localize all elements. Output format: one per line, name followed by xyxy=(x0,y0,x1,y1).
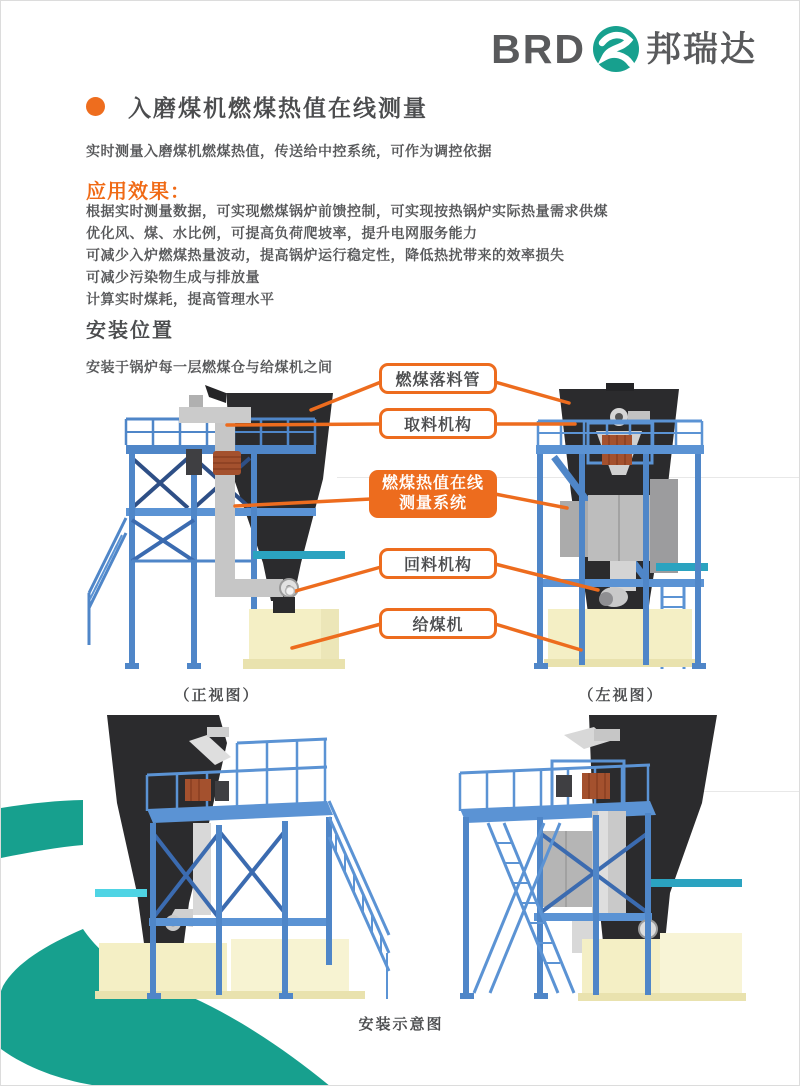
callout-label: 取料机构 xyxy=(403,417,472,434)
intro-text: 实时测量入磨煤机燃煤热值，传送给中控系统，可作为调控依据 xyxy=(86,143,492,159)
callout-drop-pipe xyxy=(379,363,497,394)
callout-label: 燃煤热值在线 xyxy=(381,475,484,492)
effects-heading: 应用效果： xyxy=(86,181,191,203)
bottom-left-illustration xyxy=(89,713,393,1003)
effects-line: 优化风、煤、水比例，可提高负荷爬坡率，提升电网服务能力 xyxy=(86,225,478,241)
logo-swoosh-icon xyxy=(592,25,640,73)
brand-logo xyxy=(491,25,757,73)
callout-label: 测量系统 xyxy=(398,495,467,512)
caption-front-view: （正视图） xyxy=(174,687,260,704)
caption-left-view: （左视图） xyxy=(578,687,664,704)
logo-brd-text: BRD xyxy=(491,25,586,72)
effects-list xyxy=(86,204,726,314)
install-note: 安装于锅炉每一层燃煤仓与给煤机之间 xyxy=(86,359,333,375)
callout-label: 回料机构 xyxy=(403,557,472,574)
callout-coal-feeder xyxy=(379,608,497,639)
figure-caption: 安装示意图 xyxy=(358,1016,444,1033)
install-heading: 安装位置 xyxy=(86,320,174,342)
effects-line: 可减少污染物生成与排放量 xyxy=(86,269,260,285)
callout-label: 燃煤落料管 xyxy=(395,372,481,389)
logo-cn-text: 邦瑞达 xyxy=(645,29,757,69)
callout-sampling-mechanism xyxy=(379,408,497,439)
effects-line: 可减少入炉燃煤热量波动，提高锅炉运行稳定性，降低热扰带来的效率损失 xyxy=(86,247,565,263)
callout-measuring-system xyxy=(369,470,497,518)
front-view-illustration xyxy=(87,383,347,673)
callout-label: 给煤机 xyxy=(412,617,464,634)
left-view-illustration xyxy=(526,383,716,673)
bottom-right-illustration xyxy=(444,713,748,1003)
effects-line: 计算实时煤耗，提高管理水平 xyxy=(86,291,275,307)
section-bullet-icon xyxy=(86,97,105,116)
effects-line: 根据实时测量数据，可实现燃煤锅炉前馈控制，可实现按热锅炉实际热量需求供煤 xyxy=(86,203,608,219)
page-title: 入磨煤机燃煤热值在线测量 xyxy=(128,95,428,121)
callout-return-mechanism xyxy=(379,548,497,579)
